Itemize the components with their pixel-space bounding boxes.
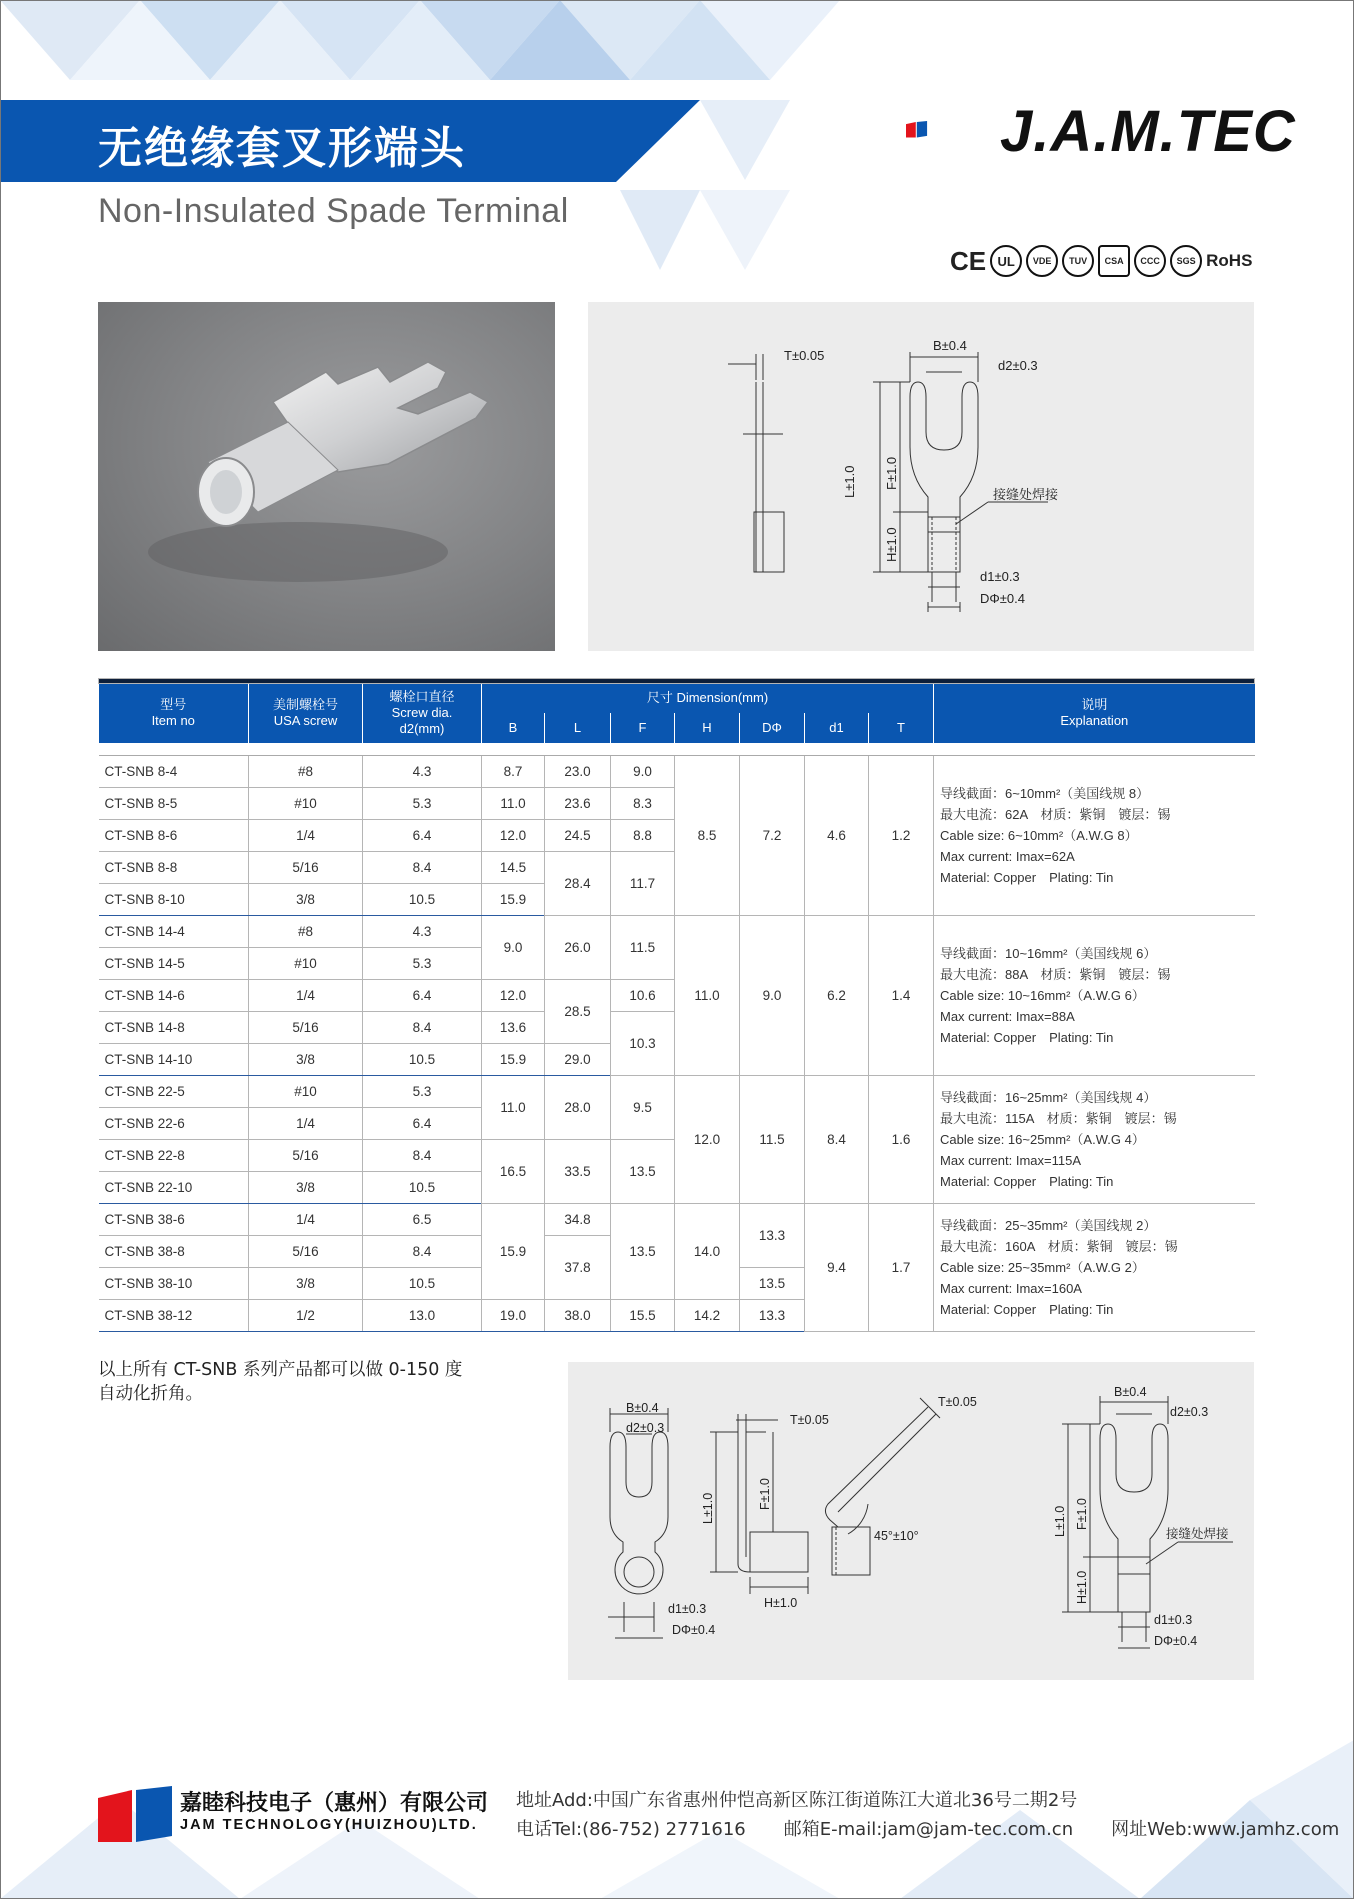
- col-dphi: DΦ: [740, 713, 805, 743]
- tuv-mark-icon: TUV: [1062, 245, 1094, 277]
- csa-mark-icon: CSA: [1098, 245, 1130, 277]
- page-title-en: Non-Insulated Spade Terminal: [98, 192, 569, 230]
- dim-d-label: DΦ±0.4: [980, 591, 1025, 606]
- table-row: CT-SNB 8-8 5/16 8.4 14.5 28.4 11.7: [99, 851, 1255, 883]
- brand-name: J.A.M.TEC: [1000, 99, 1296, 164]
- sgs-mark-icon: SGS: [1170, 245, 1202, 277]
- col-l: L: [545, 713, 611, 743]
- dim-d1-label: d1±0.3: [980, 569, 1020, 584]
- page-title-cn: 无绝缘套叉形端头: [98, 123, 466, 174]
- ccc-mark-icon: CCC: [1134, 245, 1166, 277]
- b4-dim-f-label: F±1.0: [1075, 1498, 1089, 1530]
- dim-t-label: T±0.05: [784, 348, 825, 363]
- b4-dim-d1-label: d1±0.3: [1154, 1613, 1193, 1627]
- table-row: CT-SNB 38-12 1/2 13.0 19.0 38.0 15.5 14.2 13.3: [99, 1299, 1255, 1331]
- b1-dim-d2-label: d2±0.3: [626, 1421, 665, 1435]
- dim-f-label: F±1.0: [884, 456, 899, 490]
- b4-dim-d-label: DΦ±0.4: [1154, 1634, 1198, 1648]
- b4-weld-label: 接缝处焊接: [1166, 1527, 1229, 1541]
- table-row: CT-SNB 14-4 #8 4.3 9.0 26.0 11.5 11.0 9.0 6.2 1.4 导线截面：10~16mm²（美国线规 6） 最大电流：88A 材质：紫铜 镀层：锡 Cable size: 10~16mm²（A.W.G 6） Max current: Imax=88A Material: Copper Plating: Tin: [99, 915, 1255, 947]
- b4-dim-l-label: L±1.0: [1053, 1505, 1067, 1537]
- b2-dim-t-label: T±0.05: [790, 1413, 829, 1427]
- ul-mark-icon: UL: [990, 245, 1022, 277]
- explanation-group-8: 导线截面：6~10mm²（美国线规 8） 最大电流：62A 材质：紫铜 镀层：锡 Cable size: 6~10mm²（A.W.G 8） Max current: Imax=62A Material: Copper Plating: Tin: [934, 755, 1255, 915]
- col-item: 型号 Item no: [99, 684, 249, 743]
- table-row: CT-SNB 22-8 5/16 8.4 16.5 33.5 13.5: [99, 1139, 1255, 1171]
- dim-b-label: B±0.4: [933, 338, 967, 353]
- b4-dim-b-label: B±0.4: [1114, 1385, 1147, 1399]
- table-row: CT-SNB 22-6 1/4 6.4: [99, 1107, 1255, 1139]
- col-d1: d1: [805, 713, 869, 743]
- table-row: CT-SNB 14-8 5/16 8.4 13.6 10.3: [99, 1011, 1255, 1043]
- vde-mark-icon: VDE: [1026, 245, 1058, 277]
- explanation-group-38: 导线截面：25~35mm²（美国线规 2） 最大电流：160A 材质：紫铜 镀层：锡 Cable size: 25~35mm²（A.W.G 2） Max current: Imax=160A Material: Copper Plating: Tin: [934, 1203, 1255, 1331]
- email-address[interactable]: 邮箱E-mail:jam@jam-tec.com.cn: [783, 1819, 1074, 1840]
- phone-number: 电话Tel:(86-752) 2771616: [516, 1819, 746, 1840]
- table-row: CT-SNB 8-4 #8 4.3 8.7 23.0 9.0 8.5 7.2 4.6 1.2 导线截面：6~10mm²（美国线规 8） 最大电流：62A 材质：紫铜 镀层：锡 Cable size: 6~10mm²（A.W.G 8） Max current: Imax=62A Material: Copper Plating: Tin: [99, 755, 1255, 787]
- b3-angle-label: 45°±10°: [874, 1529, 919, 1543]
- company-address: 地址Add:中国广东省惠州仲恺高新区陈江街道陈江大道北36号二期2号: [516, 1790, 1078, 1811]
- col-t: T: [869, 713, 934, 743]
- col-usa-screw: 美制螺栓号 USA screw: [249, 684, 363, 743]
- table-row: CT-SNB 22-10 3/8 10.5: [99, 1171, 1255, 1203]
- b4-dim-d2-label: d2±0.3: [1170, 1405, 1209, 1419]
- b2-dim-l-label: L±1.0: [701, 1492, 715, 1524]
- table-row: CT-SNB 8-5 #10 5.3 11.0 23.6 8.3: [99, 787, 1255, 819]
- table-row: CT-SNB 14-10 3/8 10.5 15.9 29.0: [99, 1043, 1255, 1075]
- col-f: F: [611, 713, 675, 743]
- weld-seam-label: 接缝处焊接: [993, 487, 1059, 502]
- table-row: CT-SNB 22-5 #10 5.3 11.0 28.0 9.5 12.0 11.5 8.4 1.6 导线截面：16~25mm²（美国线规 4） 最大电流：115A 材质：紫铜 镀层：锡 Cable size: 16~25mm²（A.W.G 4） Max current: Imax=115A Material: Copper Plating: Tin: [99, 1075, 1255, 1107]
- b1-dim-d-label: DΦ±0.4: [672, 1623, 716, 1637]
- dim-l-label: L±1.0: [842, 465, 857, 498]
- dim-h-label: H±1.0: [884, 527, 899, 562]
- b2-dim-h-label: H±1.0: [764, 1596, 798, 1610]
- ce-mark-icon: CE: [950, 245, 987, 276]
- b4-dim-h-label: H±1.0: [1075, 1570, 1089, 1604]
- company-name-cn: 嘉睦科技电子（惠州）有限公司: [180, 1791, 489, 1816]
- table-row: CT-SNB 8-6 1/4 6.4 12.0 24.5 8.8: [99, 819, 1255, 851]
- table-row: CT-SNB 14-6 1/4 6.4 12.0 28.5 10.6: [99, 979, 1255, 1011]
- col-dimension: 尺寸 Dimension(mm): [482, 684, 934, 713]
- explanation-group-14: 导线截面：10~16mm²（美国线规 6） 最大电流：88A 材质：紫铜 镀层：锡 Cable size: 10~16mm²（A.W.G 6） Max current: Imax=88A Material: Copper Plating: Tin: [934, 915, 1255, 1075]
- dim-d2-label: d2±0.3: [998, 358, 1038, 373]
- b2-dim-f-label: F±1.0: [758, 1478, 772, 1510]
- explanation-group-22: 导线截面：16~25mm²（美国线规 4） 最大电流：115A 材质：紫铜 镀层：锡 Cable size: 16~25mm²（A.W.G 4） Max current: Imax=115A Material: Copper Plating: Tin: [934, 1075, 1255, 1203]
- table-row: CT-SNB 38-6 1/4 6.5 15.9 34.8 13.5 14.0 13.3 9.4 1.7 导线截面：25~35mm²（美国线规 2） 最大电流：160A 材质：紫铜 镀层：锡 Cable size: 25~35mm²（A.W.G 2） Max current: Imax=160A Material: Copper Plating: Tin: [99, 1203, 1255, 1235]
- col-screw-dia: 螺栓口直径 Screw dia. d2(mm): [363, 684, 482, 743]
- table-row: CT-SNB 38-10 3/8 10.5 13.5: [99, 1267, 1255, 1299]
- b3-dim-t-label: T±0.05: [938, 1395, 977, 1409]
- bending-note: 以上所有 CT-SNB 系列产品都可以做 0-150 度 自动化折角。: [98, 1360, 463, 1404]
- rohs-mark-icon: RoHS: [1206, 251, 1253, 270]
- website-link[interactable]: 网址Web:www.jamhz.com: [1111, 1819, 1340, 1840]
- col-explanation: 说明 Explanation: [934, 684, 1255, 743]
- table-row: CT-SNB 38-8 5/16 8.4 37.8: [99, 1235, 1255, 1267]
- table-row: CT-SNB 8-10 3/8 10.5 15.9: [99, 883, 1255, 915]
- col-h: H: [675, 713, 740, 743]
- col-b: B: [482, 713, 545, 743]
- b1-dim-b-label: B±0.4: [626, 1401, 659, 1415]
- company-name-en: JAM TECHNOLOGY(HUIZHOU)LTD.: [180, 1817, 478, 1833]
- table-row: CT-SNB 14-5 #10 5.3: [99, 947, 1255, 979]
- b1-dim-d1-label: d1±0.3: [668, 1602, 707, 1616]
